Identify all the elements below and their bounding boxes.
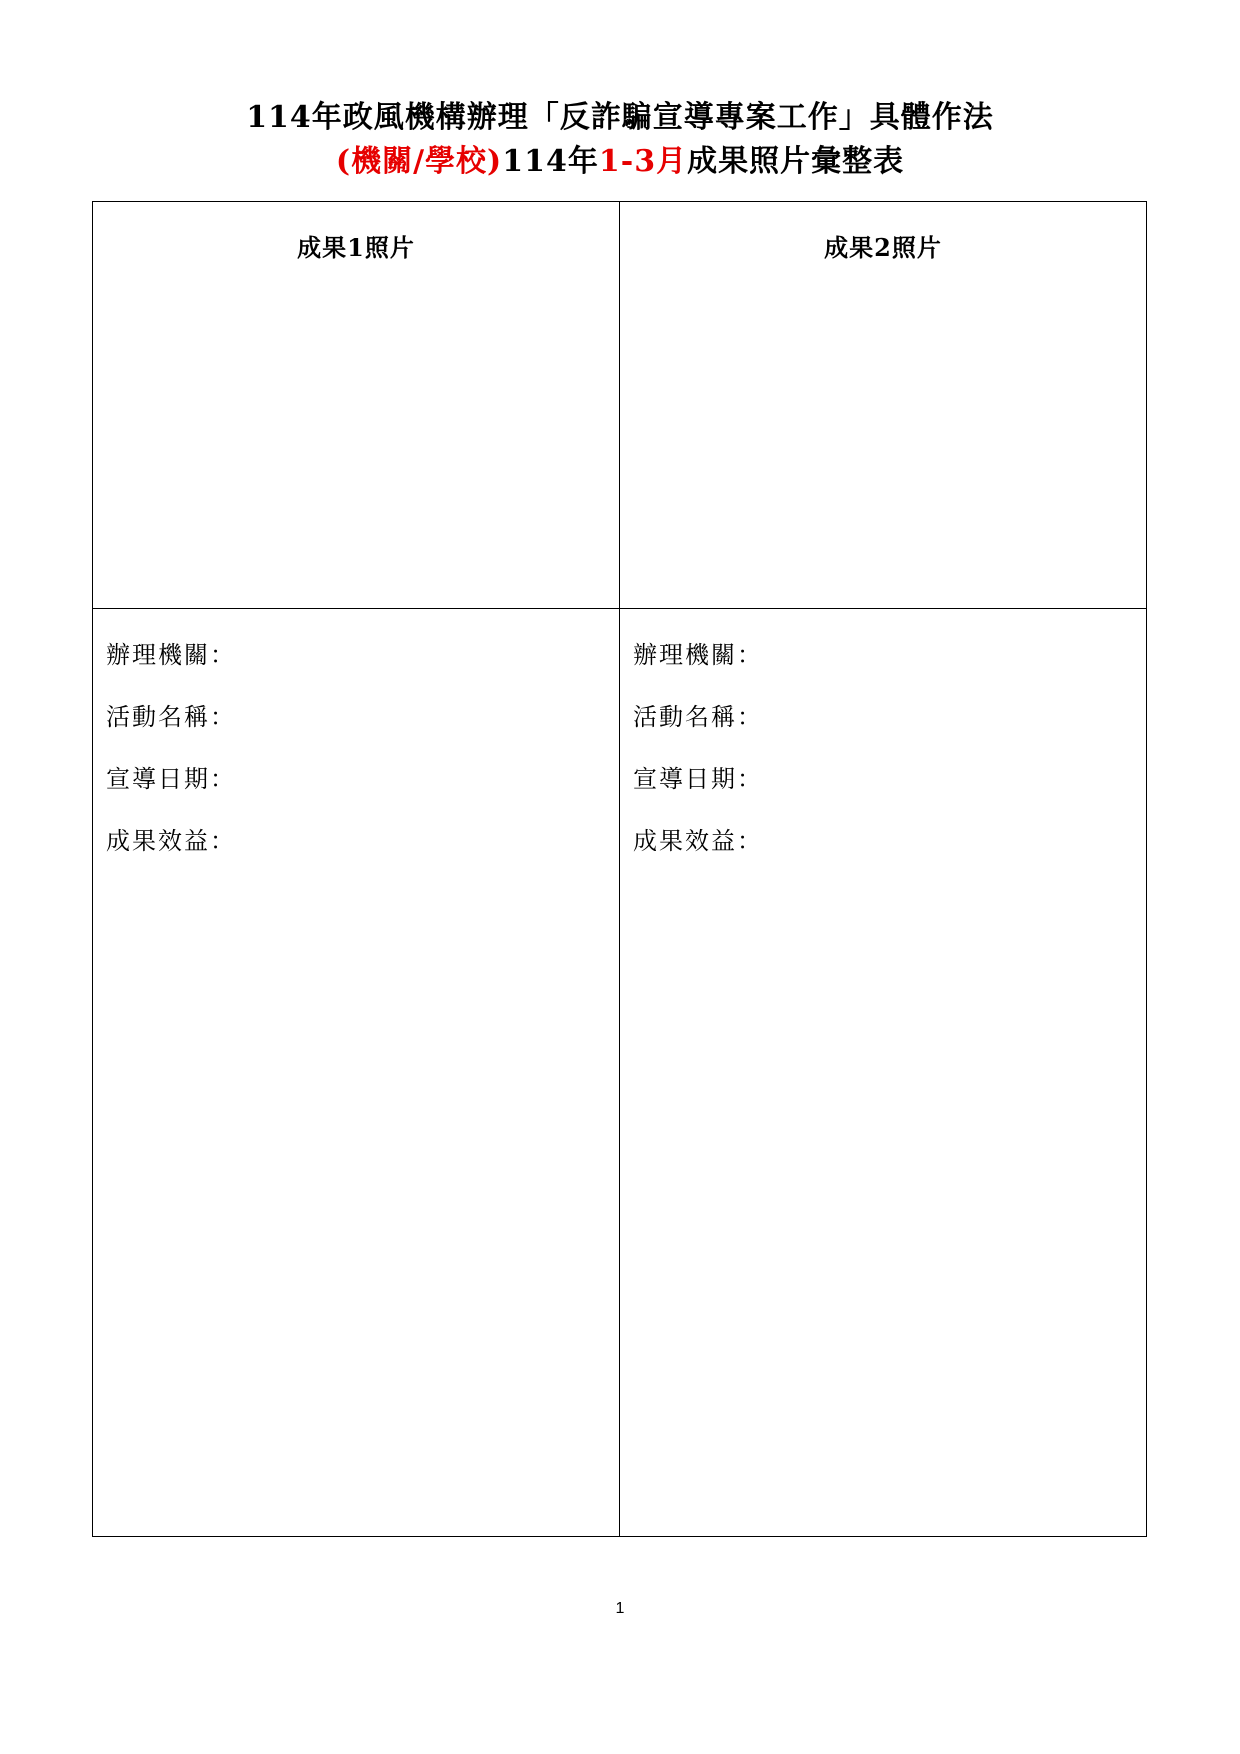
organizer-label: 辦理機關：	[633, 641, 763, 669]
document-subtitle	[0, 142, 1240, 182]
promotion-date-label: 宣導日期：	[633, 765, 763, 793]
activity-name-label: 活動名稱：	[633, 703, 763, 731]
photo-header-2: 成果2照片	[824, 233, 942, 262]
photo-report-table	[92, 201, 1147, 1537]
photo-header-1: 成果1照片	[297, 233, 415, 262]
photo-cell-2[interactable]	[620, 202, 1147, 609]
activity-name-label: 活動名稱：	[106, 703, 236, 731]
subtitle-months: 1-3月	[598, 144, 688, 179]
info-list-2	[633, 639, 1146, 887]
results-benefit-label: 成果效益：	[633, 827, 763, 855]
results-benefit-label: 成果效益：	[106, 827, 236, 855]
subtitle-rest: 成果照片彙整表	[687, 144, 905, 179]
document-title: 114年政風機構辦理「反詐騙宣導專案工作」具體作法	[246, 100, 994, 135]
info-row	[93, 609, 1147, 1537]
photo-cell-1[interactable]	[93, 202, 620, 609]
page-number: 1	[615, 1600, 625, 1617]
photo-row	[93, 202, 1147, 609]
info-cell-1[interactable]	[93, 609, 620, 1537]
info-list-1	[106, 639, 619, 887]
subtitle-year: 114年	[502, 144, 599, 179]
subtitle-org: (機關/學校)	[335, 144, 503, 179]
promotion-date-label: 宣導日期：	[106, 765, 236, 793]
info-cell-2[interactable]	[620, 609, 1147, 1537]
organizer-label: 辦理機關：	[106, 641, 236, 669]
